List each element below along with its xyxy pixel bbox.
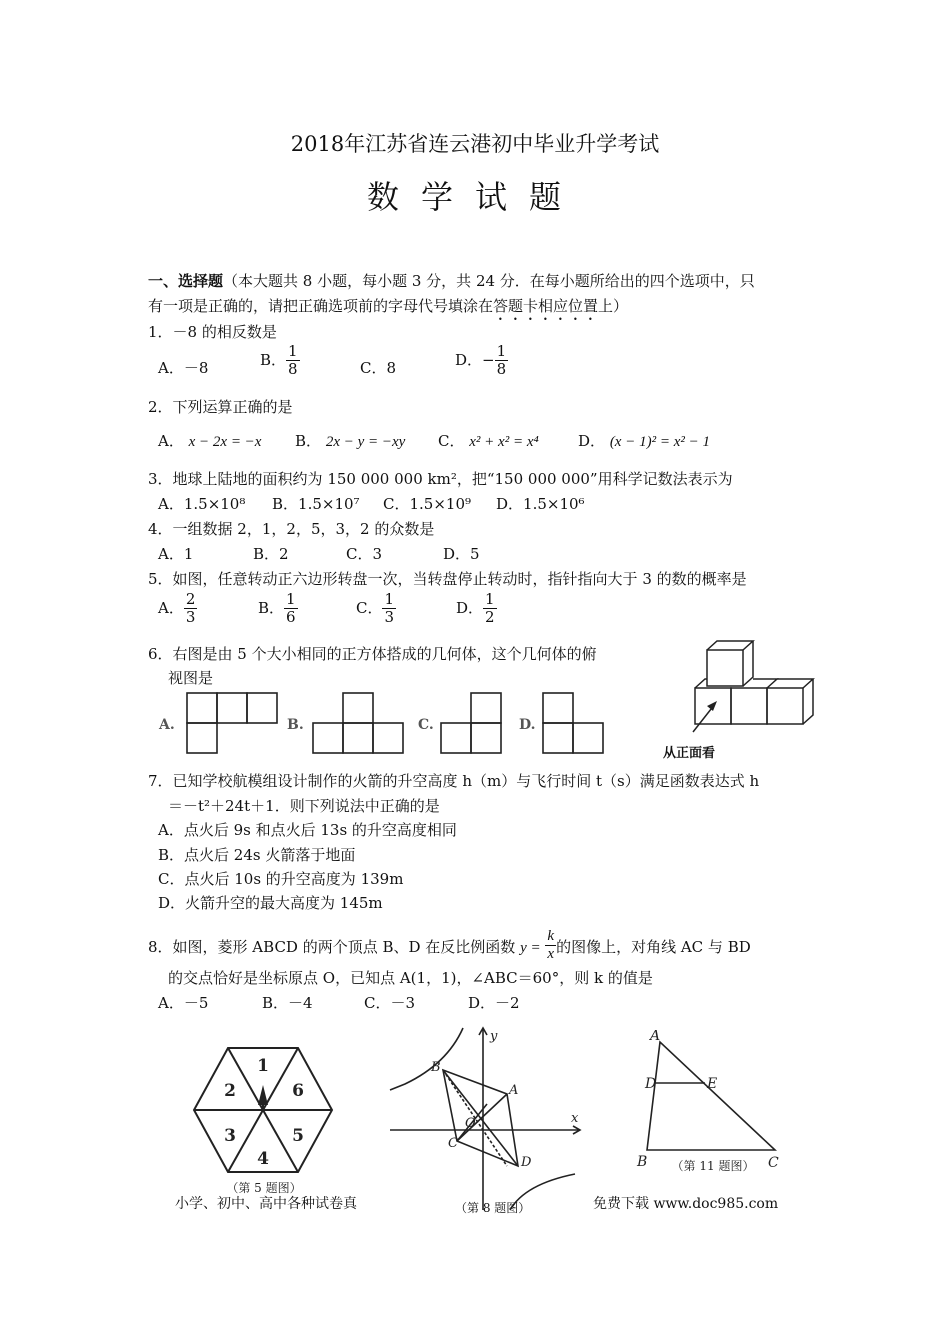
q2-option-b: B． 2x − y = −xy [295, 432, 406, 450]
q8-option-c: C．－3 [364, 994, 416, 1012]
q5-option-a: A． $\frac{2}{3}$ [158, 590, 196, 627]
q5-option-c: C． $\frac{1}{3}$ [356, 590, 395, 627]
q6-b-square [313, 723, 343, 753]
q6-a-square [187, 723, 217, 753]
q7-option-b: B．点火后 24s 火箭落于地面 [158, 846, 356, 864]
fig5-hexagon-spinner [190, 1040, 340, 1200]
fig11-caption: （第 11 题图） [671, 1159, 755, 1173]
footer-left: 小学、初中、高中各种试卷真 [175, 1196, 357, 1212]
q6-options-figure [155, 690, 615, 756]
section-instructions-line2: 有一项是正确的，请把正确选项前的字母代号填涂在答题卡相应位置上） [148, 297, 629, 315]
fig11-label-c: C [768, 1155, 779, 1171]
q4-stem: 4．一组数据 2，1，2，5，3，2 的众数是 [148, 520, 435, 538]
q6-b-square [343, 693, 373, 723]
q2-stem: 2．下列运算正确的是 [148, 398, 293, 416]
q6-stem-line2: 视图是 [168, 669, 214, 687]
exam-title: 2018年江苏省连云港初中毕业升学考试 [290, 132, 660, 156]
fig8-label-a: A [509, 1083, 519, 1098]
q3-stem: 3．地球上陆地的面积约为 150 000 000 km²，把“150 000 000”用科学记数法表示为 [148, 470, 733, 488]
q6-d-square [543, 693, 573, 723]
q7-stem-line2: ＝－t²＋24t＋1．则下列说法中正确的是 [168, 797, 440, 815]
q8-stem-line1: 8．如图，菱形 ABCD 的两个顶点 B、D 在反比例函数 y = $\frac{k}{x}$ 的图像上，对角线 AC 与 BD [148, 928, 751, 963]
section-instructions-line1: 一、选择题（本大题共 8 小题，每小题 3 分，共 24 分．在每小题所给出的四个选项中，只 [148, 272, 755, 290]
q2-option-d: D． (x − 1)² = x² − 1 [578, 432, 710, 450]
q3-option-b: B．1.5×10⁷ [272, 495, 360, 513]
q6-c-square [471, 723, 501, 753]
q6-label-c: C. [418, 717, 434, 733]
q6-front-view-label: 从正面看 [663, 746, 716, 761]
fig5-number: 4 [257, 1149, 269, 1169]
q4-option-d: D．5 [443, 545, 480, 563]
fig8-label-o: O [465, 1116, 476, 1131]
q6-label-d: D. [519, 717, 536, 733]
fig11-triangle [635, 1030, 785, 1180]
q1-option-a: A．－8 [158, 359, 209, 377]
q7-option-a: A．点火后 9s 和点火后 13s 的升空高度相同 [158, 821, 457, 839]
fig8-label-b: B [431, 1060, 441, 1075]
q3-option-d: D．1.5×10⁶ [496, 495, 585, 513]
q1-stem: 1．－8 的相反数是 [148, 323, 277, 341]
section-heading: 一、选择题 [148, 272, 224, 290]
q8-option-a: A．－5 [158, 994, 209, 1012]
q6-d-square [543, 723, 573, 753]
q6-stem-line1: 6．右图是由 5 个大小相同的正方体搭成的几何体，这个几何体的俯 [148, 645, 597, 663]
q8-option-d: D．－2 [468, 994, 520, 1012]
q5-stem: 5．如图，任意转动正六边形转盘一次，当转盘停止转动时，指针指向大于 3 的数的概率是 [148, 570, 747, 588]
q7-option-c: C．点火后 10s 的升空高度为 139m [158, 870, 404, 888]
fig5-number: 6 [292, 1081, 304, 1101]
fig11-label-d: D [645, 1076, 657, 1092]
q6-b-square [343, 723, 373, 753]
q3-option-c: C．1.5×10⁹ [383, 495, 472, 513]
q6-b-square [373, 723, 403, 753]
q6-d-square [573, 723, 603, 753]
q8-option-b: B．－4 [262, 994, 313, 1012]
q6-a-square [187, 693, 217, 723]
q2-option-c: C． x² + x² = x⁴ [438, 432, 539, 450]
fig5-number: 2 [224, 1081, 236, 1101]
fig11-label-e: E [707, 1076, 718, 1092]
q1-option-c: C．8 [360, 359, 397, 377]
q4-option-c: C．3 [346, 545, 383, 563]
q6-a-square [217, 693, 247, 723]
fig8-coordinate-figure [385, 1024, 585, 1216]
q6-c-square [471, 693, 501, 723]
q1-option-d: D．− $\frac{1}{8}$ [455, 342, 507, 379]
q5-option-b: B． $\frac{1}{6}$ [258, 590, 296, 627]
fig11-label-a: A [650, 1030, 661, 1044]
q2-option-a: A． x − 2x = −x [158, 432, 262, 450]
q7-option-d: D．火箭升空的最大高度为 145m [158, 894, 383, 912]
fig11-label-b: B [637, 1154, 648, 1170]
q6-a-square [247, 693, 277, 723]
q6-label-b: B. [287, 717, 304, 733]
q6-label-a: A. [159, 717, 175, 733]
fig5-number: 5 [292, 1126, 304, 1146]
q6-solid-figure [655, 638, 815, 748]
q5-option-d: D． $\frac{1}{2}$ [456, 590, 495, 627]
fig8-label-x: x [571, 1111, 579, 1126]
exam-subject: 数学试题 [366, 178, 583, 216]
q1-option-b: B． $\frac{1}{8}$ [260, 342, 298, 379]
footer-right: 免费下载 www.doc985.com [593, 1196, 779, 1212]
q7-stem-line1: 7．已知学校航模组设计制作的火箭的升空高度 h（m）与飞行时间 t（s）满足函数表达式 h [148, 772, 760, 790]
fig8-label-c: C [448, 1136, 458, 1151]
fig8-label-d: D [521, 1155, 532, 1170]
fig5-number: 1 [257, 1056, 269, 1076]
q6-c-square [441, 723, 471, 753]
q8-stem-line2: 的交点恰好是坐标原点 O，已知点 A(1，1)，∠ABC＝60°，则 k 的值是 [168, 969, 653, 987]
q3-option-a: A．1.5×10⁸ [158, 495, 246, 513]
fig5-number: 3 [224, 1126, 236, 1146]
fig8-label-y: y [490, 1029, 498, 1044]
q4-option-a: A．1 [158, 545, 194, 563]
fig8-caption: （第 8 题图） [455, 1201, 531, 1215]
fig5-caption: （第 5 题图） [226, 1181, 302, 1195]
q4-option-b: B．2 [253, 545, 289, 563]
